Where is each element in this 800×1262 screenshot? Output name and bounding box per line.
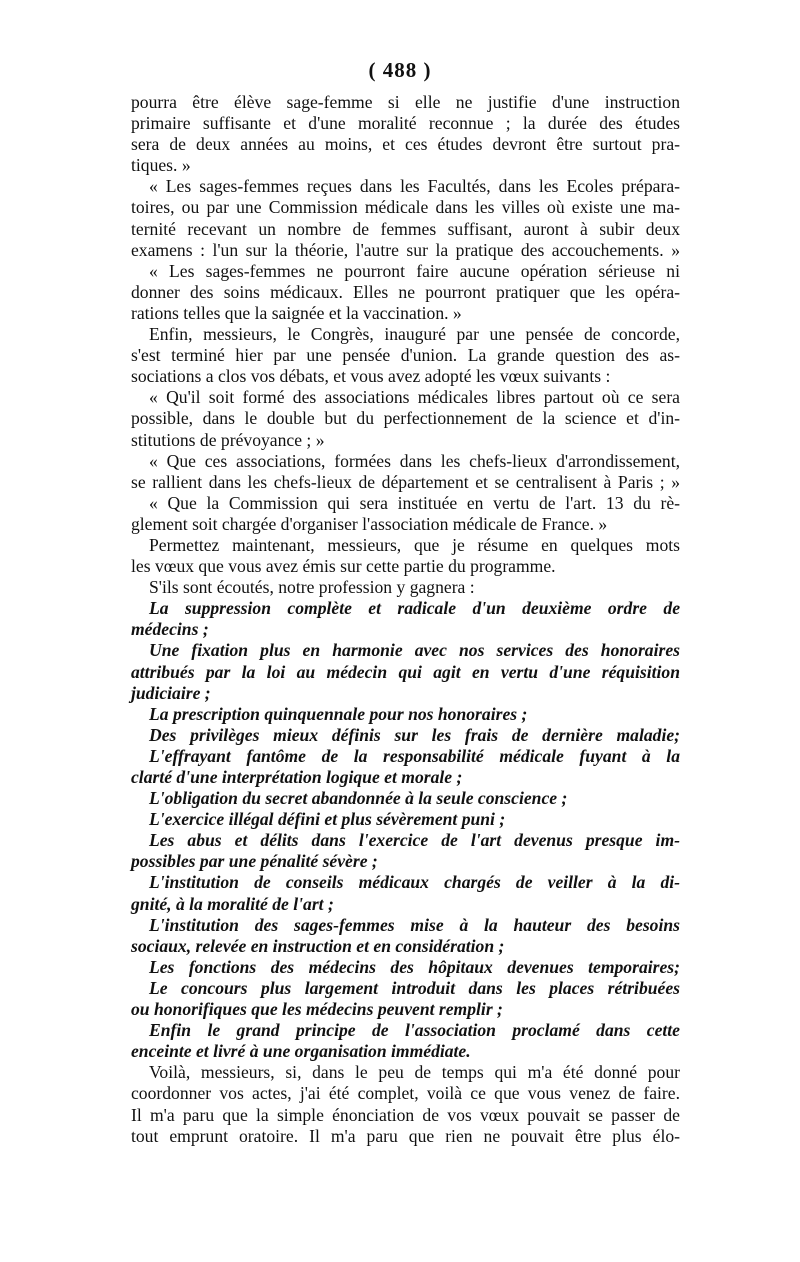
text-line: primaire suffisante et d'une moralité reconnue ; la durée des études — [131, 113, 680, 134]
italic-text-line: L'effrayant fantôme de la responsabilité médicale fuyant à la — [149, 745, 680, 766]
text-line: coordonner vos actes, j'ai été complet, voilà ce que vous venez de faire. — [131, 1083, 680, 1104]
text-line: Permettez maintenant, messieurs, que je résume en quelques mots — [149, 534, 680, 555]
italic-text-line: La prescription quinquennale pour nos honoraires ; — [149, 703, 528, 724]
text-line: Enfin, messieurs, le Congrès, inauguré par une pensée de concorde, — [149, 324, 680, 345]
text-line: « Que la Commission qui sera instituée en vertu de l'art. 13 du rè- — [149, 492, 680, 513]
body-text — [131, 92, 680, 1147]
italic-text-line: Des privilèges mieux définis sur les frais de dernière maladie; — [149, 724, 680, 745]
text-line: glement soit chargée d'organiser l'association médicale de France. » — [131, 513, 608, 534]
italic-text-line: L'institution des sages-femmes mise à la hauteur des besoins — [149, 914, 680, 935]
italic-text-line: L'institution de conseils médicaux chargés de veiller à la di- — [149, 872, 680, 893]
italic-text-line: L'exercice illégal défini et plus sévèrement puni ; — [149, 809, 506, 830]
text-line: S'ils sont écoutés, notre profession y gagnera : — [149, 577, 475, 598]
italic-text-line: ou honorifiques que les médecins peuvent remplir ; — [131, 999, 503, 1020]
text-line: Voilà, messieurs, si, dans le peu de temps qui m'a été donné pour — [149, 1062, 680, 1083]
italic-text-line: attribués par la loi au médecin qui agit en vertu d'une réquisition — [131, 661, 680, 682]
text-line: « Les sages-femmes ne pourront faire aucune opération sérieuse ni — [149, 260, 680, 281]
text-line: pourra être élève sage-femme si elle ne justifie d'une instruction — [131, 92, 680, 112]
text-line: possible, dans le double but du perfectionnement de la science et d'in- — [131, 408, 680, 429]
italic-text-line: judiciaire ; — [131, 682, 211, 703]
italic-text-line: possibles par une pénalité sévère ; — [131, 851, 378, 872]
italic-text-line: enceinte et livré à une organisation immédiate. — [131, 1041, 471, 1062]
italic-text-line: gnité, à la moralité de l'art ; — [131, 893, 334, 914]
text-line: examens : l'un sur la théorie, l'autre sur la pratique des accouchements. » — [131, 239, 680, 260]
italic-text-line: Une fixation plus en harmonie avec nos services des honoraires — [149, 640, 680, 661]
text-line: s'est terminé hier par une pensée d'union. La grande question des as- — [131, 345, 680, 366]
text-line: « Que ces associations, formées dans les chefs-lieux d'arrondissement, — [149, 450, 680, 471]
italic-text-line: L'obligation du secret abandonnée à la seule conscience ; — [149, 788, 568, 809]
text-line: toires, ou par une Commission médicale dans les villes où existe une ma- — [131, 197, 680, 218]
italic-text-line: sociaux, relevée en instruction et en considération ; — [131, 935, 505, 956]
text-line: rations telles que la saignée et la vaccination. » — [131, 302, 462, 323]
text-line: Il m'a paru que la simple énonciation de vos vœux pouvait se passer de — [131, 1104, 680, 1125]
italic-text-line: Enfin le grand principe de l'association proclamé dans cette — [149, 1020, 680, 1041]
text-line: tout emprunt oratoire. Il m'a paru que rien ne pouvait être plus élo- — [131, 1125, 680, 1146]
italic-text-line: clarté d'une interprétation logique et morale ; — [131, 767, 463, 787]
italic-text-line: Le concours plus largement introduit dans les places rétribuées — [149, 977, 680, 998]
text-line: « Qu'il soit formé des associations médicales libres partout où ce sera — [149, 387, 680, 408]
text-line: stitutions de prévoyance ; » — [131, 429, 325, 450]
page-number: ( 488 ) — [368, 58, 432, 82]
text-line: « Les sages-femmes reçues dans les Facultés, dans les Ecoles prépara- — [149, 176, 680, 197]
italic-text-line: médecins ; — [131, 619, 209, 640]
text-line: tiques. » — [131, 155, 191, 176]
italic-text-line: Les abus et délits dans l'exercice de l'art devenus presque im- — [149, 830, 680, 851]
italic-text-line: Les fonctions des médecins des hôpitaux devenues temporaires; — [149, 956, 680, 977]
text-line: sociations a clos vos débats, et vous avez adopté les vœux suivants : — [131, 366, 611, 387]
text-line: les vœux que vous avez émis sur cette partie du programme. — [131, 556, 556, 577]
italic-text-line: La suppression complète et radicale d'un deuxième ordre de — [149, 598, 680, 619]
text-line: ternité recevant un nombre de femmes suffisant, auront à subir deux — [131, 218, 680, 239]
text-line: donner des soins médicaux. Elles ne pourront pratiquer que les opéra- — [131, 281, 680, 302]
text-line: se rallient dans les chefs-lieux de département et se centralisent à Paris ; » — [131, 471, 680, 492]
text-line: sera de deux années au moins, et ces études devront être surtout pra- — [131, 134, 680, 155]
